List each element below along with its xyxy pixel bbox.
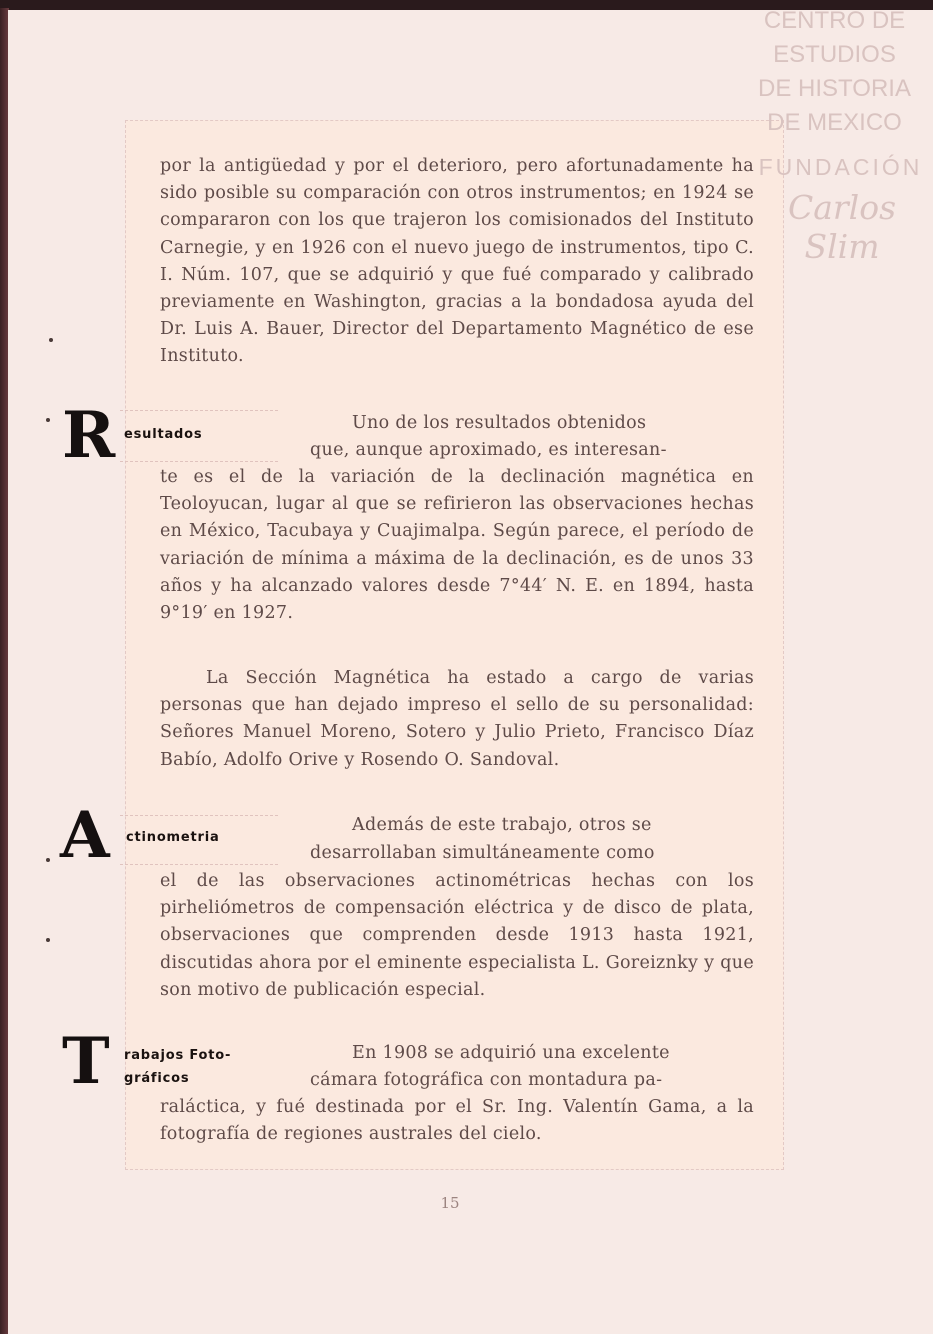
- watermark-line: DE MEXICO: [767, 109, 902, 136]
- paragraph-trabajos-body: raláctica, y fué destinada por el Sr. Ing. Valentín Gama, a la fotografía de regiones australes del cielo.: [160, 1097, 754, 1145]
- paragraph-actinometria-line2: desarrollaban simultáneamente como: [310, 843, 655, 863]
- watermark-foundation: FUNDACIÓN: [758, 154, 923, 180]
- watermark-line: ESTUDIOS: [773, 41, 896, 68]
- watermark-line: DE HISTORIA: [758, 75, 911, 102]
- drop-cap-r: R: [62, 398, 116, 473]
- paragraph-actinometria-line1: Además de este trabajo, otros se: [352, 815, 652, 835]
- paragraph-resultados-body: te es el de la variación de la declinación magnética en Teoloyucan, lugar al que se refirieron las observaciones hechas en México, Tacubaya y Cuajimalpa. Según parece, el período de variación de mínima a máxima de la declinación, es de unos 33 años y ha alcanzado valores desde 7°44′ N. E. en 1894, hasta 9°19′ en 1927.: [160, 467, 754, 624]
- page-number: 15: [440, 1194, 460, 1212]
- paragraph-trabajos-line1: En 1908 se adquirió una excelente: [352, 1043, 670, 1063]
- paragraph-resultados-line1: Uno de los resultados obtenidos: [352, 413, 647, 433]
- margin-dot: [46, 418, 50, 422]
- paragraph-intro: por la antigüedad y por el deterioro, pero afortunadamente ha sido posible su comparación con otros instrumentos; en 1924 se compararon con los que trajeron los comisionados del Instituto Carnegie, y en 1926 con el nuevo juego de instrumentos, tipo C. I. Núm. 107, que se adquirió y que fué comparado y calibrado previamente en Washington, gracias a la bondadosa ayuda del Dr. Luis A. Bauer, Director del Departamento Magnético de ese Instituto.: [160, 156, 754, 367]
- margin-dot: [46, 938, 50, 942]
- section-heading-trabajos-line2: gráficos: [124, 1071, 190, 1086]
- paragraph-resultados-line2: que, aunque aproximado, es interesan-: [310, 440, 667, 460]
- section-heading-resultados: esultados: [124, 427, 203, 442]
- watermark-line: CENTRO DE: [763, 7, 906, 34]
- section-heading-actinometria: ctinometria: [126, 830, 220, 845]
- margin-dot: [46, 858, 50, 862]
- section-heading-trabajos-line1: rabajos Foto-: [124, 1048, 232, 1063]
- paragraph-seccion-magnetica: La Sección Magnética ha estado a cargo de varias personas que han dejado impreso el sello de su personalidad: Señores Manuel Moreno, Sotero y Julio Prieto, Francisco Díaz Babío, Adolfo Orive y Rosendo O. Sandoval.: [160, 668, 754, 770]
- margin-dot: [49, 338, 53, 342]
- paragraph-actinometria-body: el de las observaciones actinométricas hechas con los pirheliómetros de compensación eléctrica y de disco de plata, observaciones que comprenden desde 1913 hasta 1921, discutidas ahora por el eminente especialista L. Goreiznky y que son motivo de publicación especial.: [160, 871, 754, 1000]
- watermark-signature: Carlos Slim: [787, 188, 897, 266]
- watermark: [742, 4, 927, 140]
- paragraph-trabajos-line2: cámara fotográfica con montadura pa-: [310, 1070, 663, 1090]
- drop-cap-a: A: [60, 798, 110, 873]
- drop-cap-t: T: [62, 1024, 110, 1099]
